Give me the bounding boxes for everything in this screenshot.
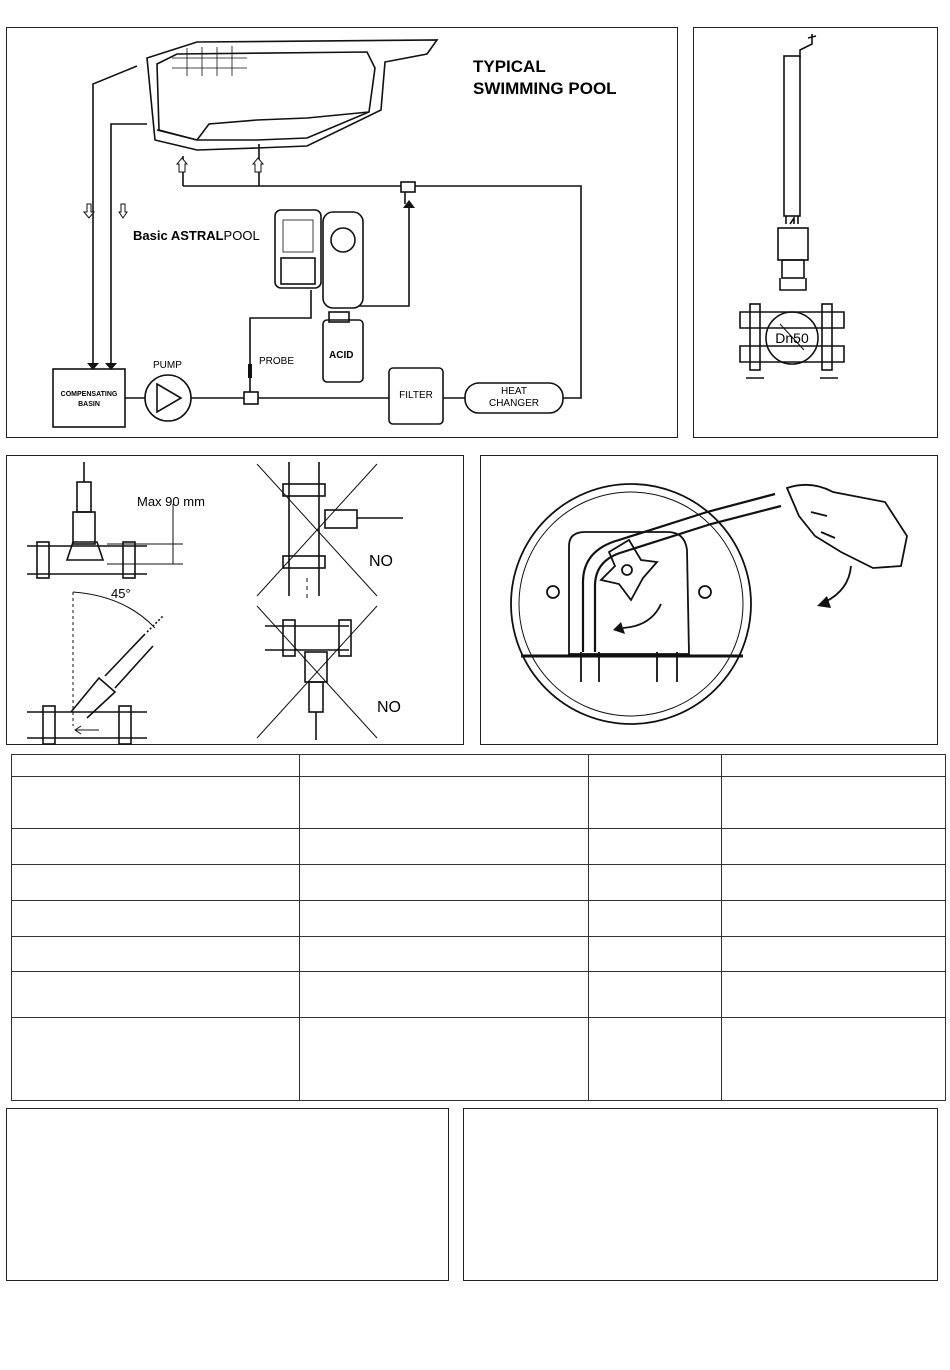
pump-housing bbox=[511, 484, 751, 724]
table-cell bbox=[300, 829, 589, 865]
table-row bbox=[12, 1018, 946, 1101]
table-row bbox=[12, 972, 946, 1018]
pump-label: PUMP bbox=[153, 360, 182, 371]
angle-label: 45° bbox=[111, 586, 131, 601]
installation-panel bbox=[6, 455, 464, 745]
probe-detail-panel bbox=[693, 27, 938, 438]
probe-inverted-wrong bbox=[305, 652, 327, 682]
table-cell bbox=[300, 937, 589, 972]
pool-title-line2: SWIMMING POOL bbox=[473, 79, 617, 98]
filter-label: FILTER bbox=[399, 390, 433, 401]
table-cell bbox=[722, 755, 946, 777]
acid-label: ACID bbox=[329, 350, 354, 361]
table-cell bbox=[12, 755, 300, 777]
table-cell bbox=[589, 755, 722, 777]
table-cell bbox=[589, 1018, 722, 1101]
pump-tube-panel bbox=[480, 455, 938, 745]
dosing-pump-unit bbox=[323, 212, 363, 308]
table-cell bbox=[722, 865, 946, 901]
pump-tube-diagram bbox=[481, 456, 939, 746]
table-cell bbox=[722, 972, 946, 1018]
table-cell bbox=[300, 901, 589, 937]
max-depth-label: Max 90 mm bbox=[137, 494, 205, 509]
table-cell bbox=[722, 1018, 946, 1101]
table-cell bbox=[12, 901, 300, 937]
table-row bbox=[12, 865, 946, 901]
no-label-top: NO bbox=[369, 553, 393, 570]
table-cell bbox=[589, 777, 722, 829]
probe-holder bbox=[778, 228, 808, 260]
table-row bbox=[12, 755, 946, 777]
compensating-basin bbox=[53, 369, 125, 427]
probe-horizontal-wrong bbox=[325, 510, 357, 528]
table-cell bbox=[12, 865, 300, 901]
table-cell bbox=[589, 937, 722, 972]
pump-symbol bbox=[145, 375, 191, 421]
table-row bbox=[12, 829, 946, 865]
table-cell bbox=[300, 1018, 589, 1101]
table-cell bbox=[12, 1018, 300, 1101]
table-cell bbox=[722, 937, 946, 972]
installation-diagram bbox=[7, 456, 465, 746]
table-cell bbox=[300, 755, 589, 777]
table-cell bbox=[12, 829, 300, 865]
table-cell bbox=[12, 972, 300, 1018]
clamp-size-label: Dn50 bbox=[775, 330, 809, 346]
specification-table bbox=[11, 754, 946, 1101]
pool-title-line1: TYPICAL bbox=[473, 57, 546, 76]
notes-box-right bbox=[463, 1108, 938, 1281]
table-cell bbox=[722, 777, 946, 829]
table-row bbox=[12, 777, 946, 829]
ph-controller-unit bbox=[275, 210, 321, 288]
pool-shape bbox=[147, 40, 437, 150]
probe-label: PROBE bbox=[259, 356, 295, 367]
pool-schematic-diagram bbox=[7, 28, 679, 439]
heat-changer-label-line1: HEAT bbox=[501, 386, 527, 397]
table-cell bbox=[589, 865, 722, 901]
basin-label-line2: BASIN bbox=[78, 401, 100, 408]
table-cell bbox=[300, 972, 589, 1018]
table-row bbox=[12, 937, 946, 972]
table-cell bbox=[300, 865, 589, 901]
notes-box-left bbox=[6, 1108, 449, 1281]
table-cell bbox=[300, 777, 589, 829]
probe-detail-diagram bbox=[694, 28, 939, 439]
brand-label: Basic ASTRALPOOL bbox=[133, 228, 260, 243]
heat-changer-label-line2: CHANGER bbox=[488, 398, 540, 409]
probe-vertical bbox=[73, 512, 95, 544]
table-cell bbox=[12, 937, 300, 972]
table-row bbox=[12, 901, 946, 937]
table-cell bbox=[589, 829, 722, 865]
table-cell bbox=[12, 777, 300, 829]
basin-label-line1: COMPENSATING bbox=[60, 391, 118, 398]
pool-schematic-panel bbox=[6, 27, 678, 438]
probe-body bbox=[784, 56, 800, 216]
no-label-bottom: NO bbox=[377, 699, 401, 716]
table-cell bbox=[589, 901, 722, 937]
table-cell bbox=[722, 901, 946, 937]
table-cell bbox=[722, 829, 946, 865]
table-cell bbox=[589, 972, 722, 1018]
